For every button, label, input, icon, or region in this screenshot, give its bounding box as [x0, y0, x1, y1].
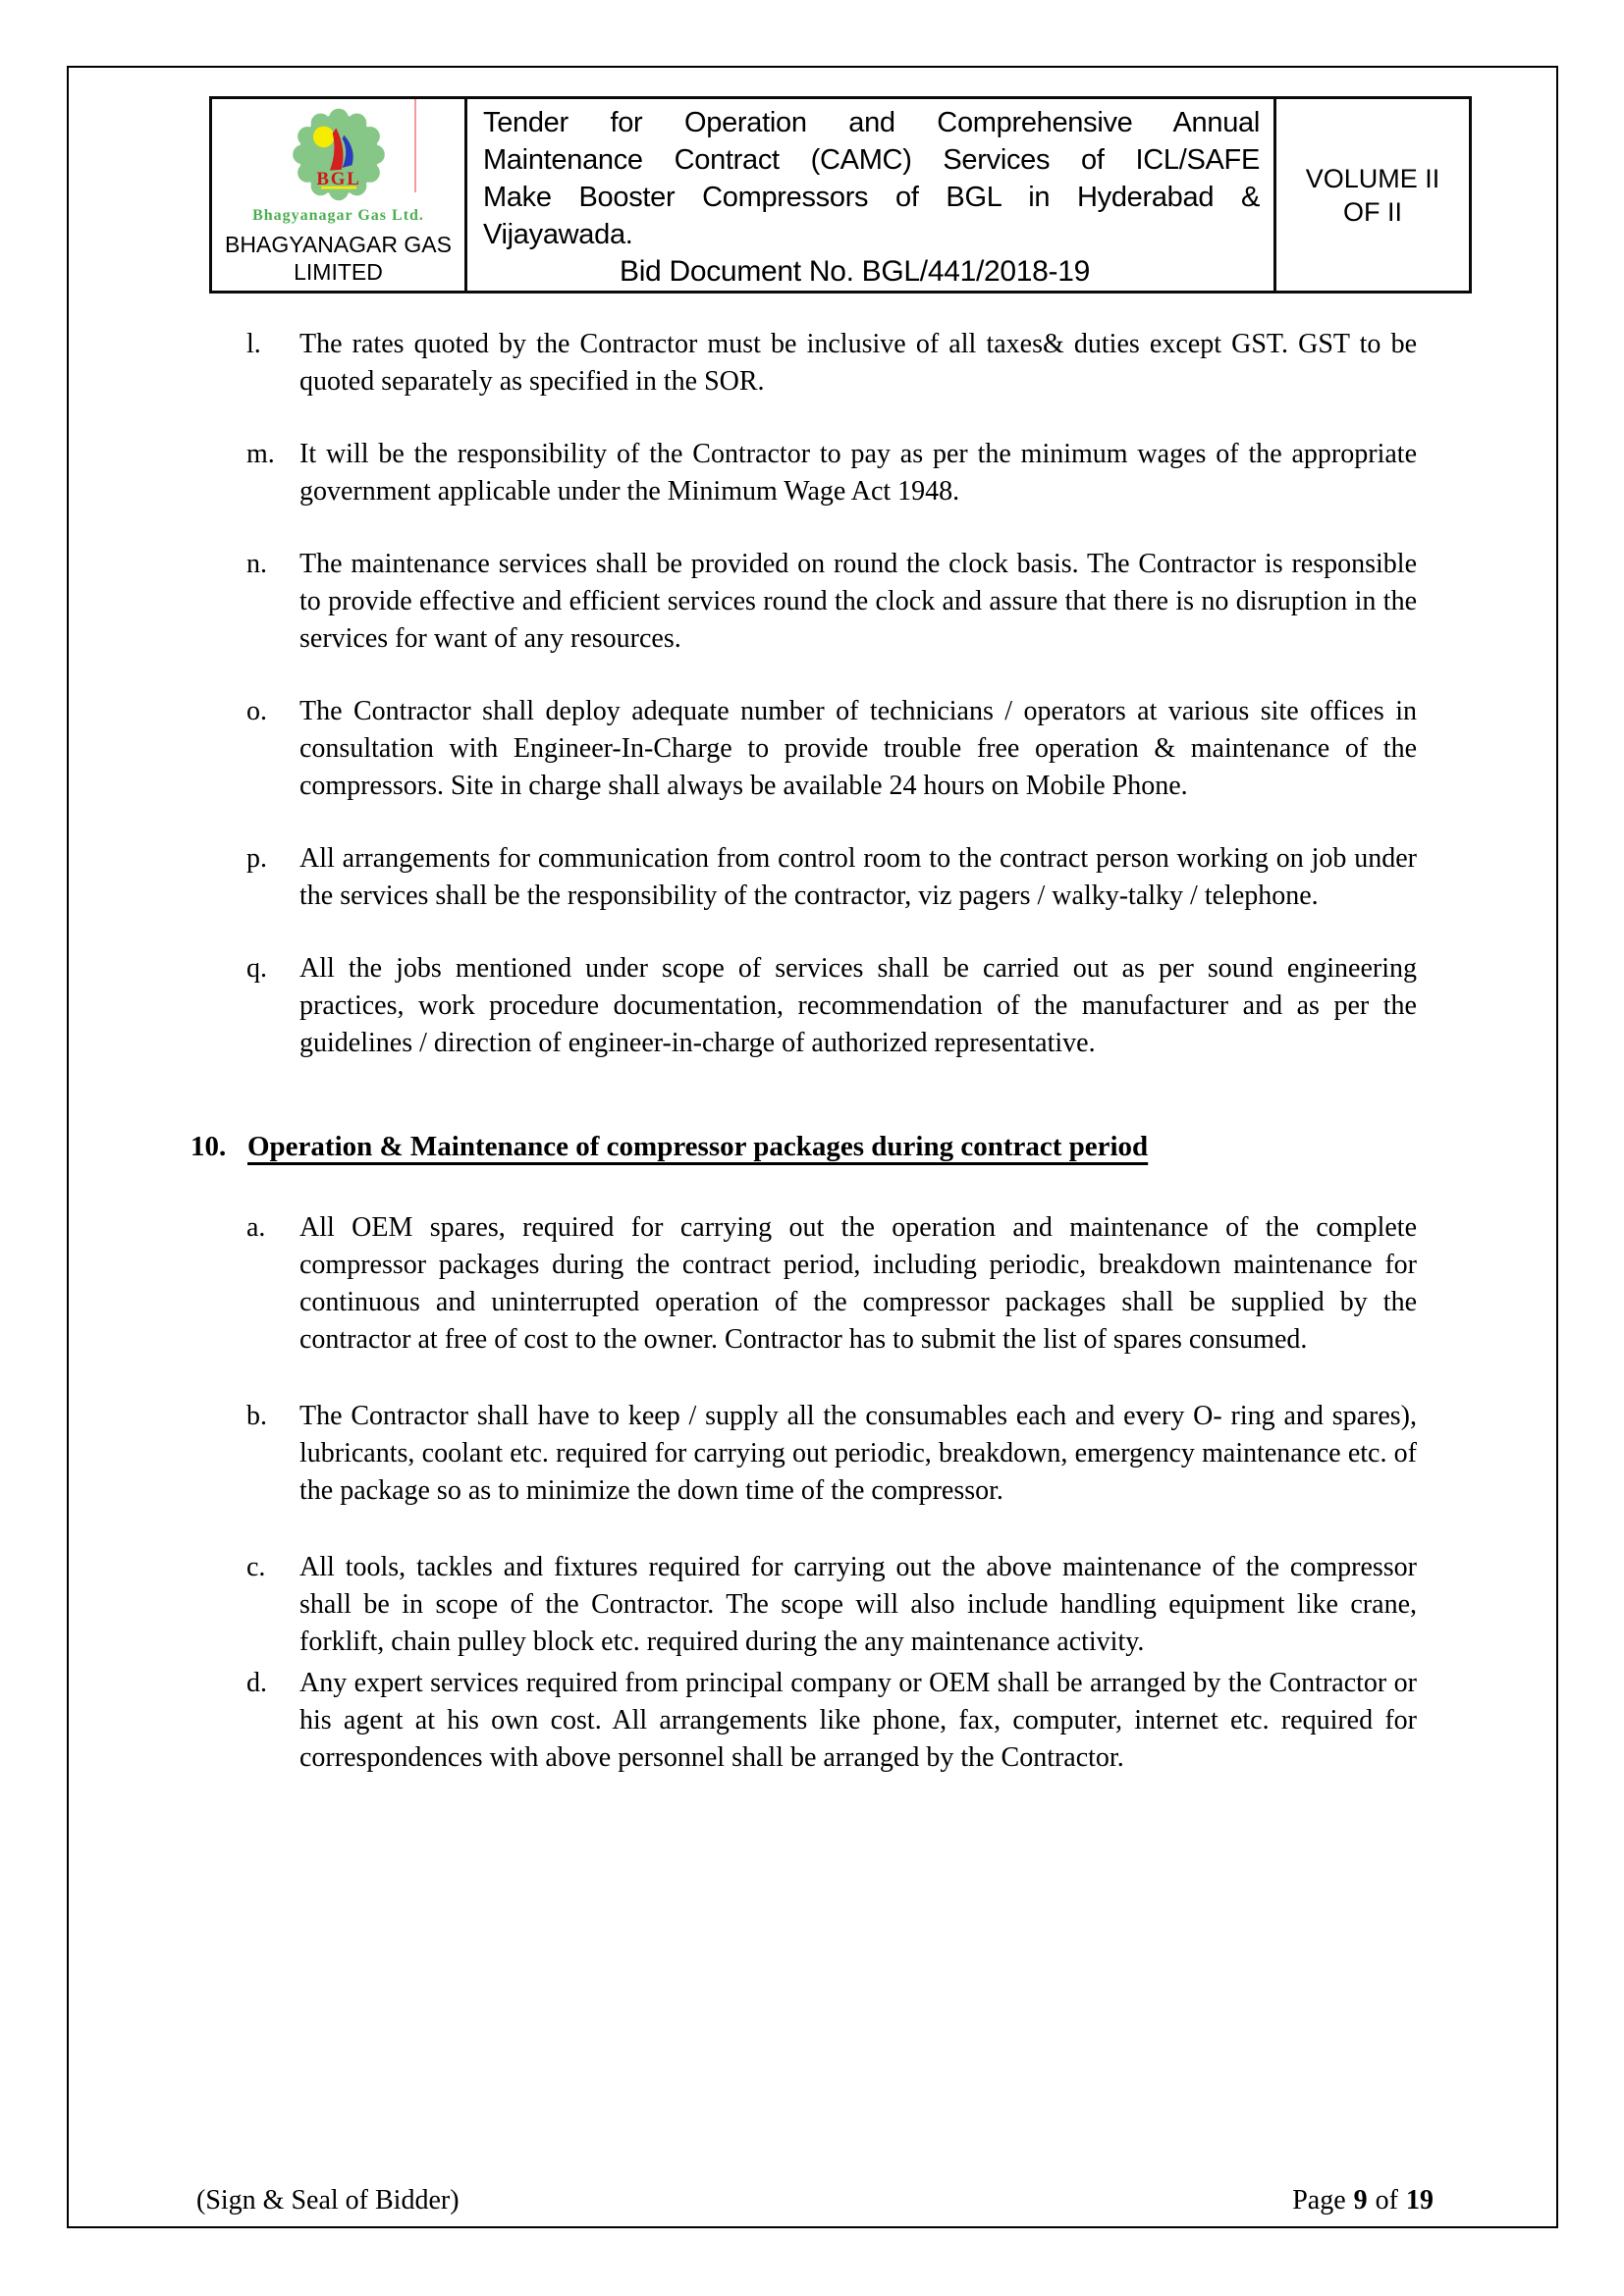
list-item-p	[246, 840, 1417, 915]
item-text: The maintenance services shall be provided on round the clock basis. The Contractor is responsible to provide effective and efficient services round the clock and assure that there is no disruption in the services for want of any resources.	[299, 549, 1417, 654]
red-divider-line	[414, 99, 416, 192]
bgl-logo-icon	[286, 105, 392, 211]
list-item-m	[246, 436, 1417, 510]
tender-title-line: Tender for Operation and Comprehensive Annual	[483, 107, 1260, 138]
item-text: All tools, tackles and fixtures required for carrying out the above maintenance of the compressor shall be in scope of the Contractor. The scope will also include handling equipment like crane, forklift, chain pulley block etc. required during the any maintenance activity.	[299, 1552, 1417, 1657]
item-text: The Contractor shall deploy adequate number of technicians / operators at various site offices in consultation with Engineer-In-Charge to provide trouble free operation & maintenance of the compressors. Site in charge shall always be available 24 hours on Mobile Phone.	[299, 696, 1417, 801]
page-of-label: of	[1375, 2185, 1398, 2216]
list-item-b	[246, 1398, 1417, 1510]
volume-text: OF II	[1343, 196, 1402, 227]
header-volume-cell	[1276, 99, 1469, 291]
section-title: Operation & Maintenance of compressor packages during contract period	[247, 1131, 1149, 1162]
company-name: BHAGYANAGAR GAS LIMITED	[225, 232, 452, 285]
list-item-n	[246, 546, 1417, 658]
item-label: n.	[246, 549, 267, 579]
footer-sign-seal: (Sign & Seal of Bidder)	[196, 2185, 460, 2216]
list-item-o	[246, 693, 1417, 805]
item-label: l.	[246, 329, 261, 359]
item-text: The Contractor shall have to keep / supply all the consumables each and every O- ring and spares), lubricants, coolant etc. required for carrying out periodic, breakdown, emergency maintenance etc. of the package so as to minimize the down time of the compressor.	[299, 1401, 1417, 1506]
footer-page-number	[1292, 2185, 1434, 2216]
section-heading-10	[190, 1128, 1417, 1165]
item-label: c.	[246, 1552, 266, 1582]
item-label: a.	[246, 1212, 266, 1243]
logo-sun	[312, 127, 334, 148]
item-text: All the jobs mentioned under scope of services shall be carried out as per sound engineering practices, work procedure documentation, recommendation of the manufacturer and as per the guidelines / direction of engineer-in-charge of authorized representative.	[299, 953, 1417, 1058]
item-label: o.	[246, 696, 267, 726]
logo-acronym: BGL	[315, 169, 361, 189]
item-label: m.	[246, 439, 275, 469]
section-number: 10.	[190, 1131, 227, 1162]
item-label: b.	[246, 1401, 267, 1431]
item-label: p.	[246, 843, 267, 874]
tender-title-line: Vijayawada.	[483, 219, 633, 250]
item-label: q.	[246, 953, 267, 984]
page-label: Page	[1292, 2185, 1346, 2216]
item-text: The rates quoted by the Contractor must be inclusive of all taxes& duties except GST. GST to be quoted separately as specified in the SOR.	[299, 329, 1417, 397]
header-table	[209, 96, 1472, 294]
header-logo-cell	[212, 99, 467, 291]
item-text: Any expert services required from principal company or OEM shall be arranged by the Contractor or his agent at his own cost. All arrangements like phone, fax, computer, internet etc. required for correspondences with above personnel shall be arranged by the Contractor.	[299, 1668, 1417, 1773]
bid-document-number: Bid Document No. BGL/441/2018-19	[619, 255, 1091, 288]
volume-text: VOLUME II	[1305, 163, 1440, 193]
list-item-a	[246, 1209, 1417, 1359]
header-title-cell	[467, 99, 1276, 291]
item-label: d.	[246, 1668, 267, 1698]
document-body	[190, 326, 1417, 1812]
list-item-d	[246, 1665, 1417, 1777]
list-item-q	[246, 950, 1417, 1062]
page-total: 19	[1406, 2185, 1434, 2216]
list-item-c	[246, 1549, 1417, 1661]
list-item-l	[246, 326, 1417, 400]
tender-title-line: Maintenance Contract (CAMC) Services of ICL/SAFE	[483, 144, 1260, 176]
logo-caption: Bhagyanagar Gas Ltd.	[252, 207, 424, 224]
item-text: All OEM spares, required for carrying out the operation and maintenance of the complete compressor packages during the contract period, including periodic, breakdown maintenance for continuous and uninterrupted operation of the compressor packages shall be supplied by the contractor at free of cost to the owner. Contractor has to submit the list of spares consumed.	[299, 1212, 1417, 1355]
tender-title-line: Make Booster Compressors of BGL in Hyderabad &	[483, 182, 1260, 213]
page-current: 9	[1353, 2185, 1368, 2216]
item-text: It will be the responsibility of the Contractor to pay as per the minimum wages of the appropriate government applicable under the Minimum Wage Act 1948.	[299, 439, 1417, 507]
item-text: All arrangements for communication from control room to the contract person working on job under the services shall be the responsibility of the contractor, viz pagers / walky-talky / telephone.	[299, 843, 1417, 911]
